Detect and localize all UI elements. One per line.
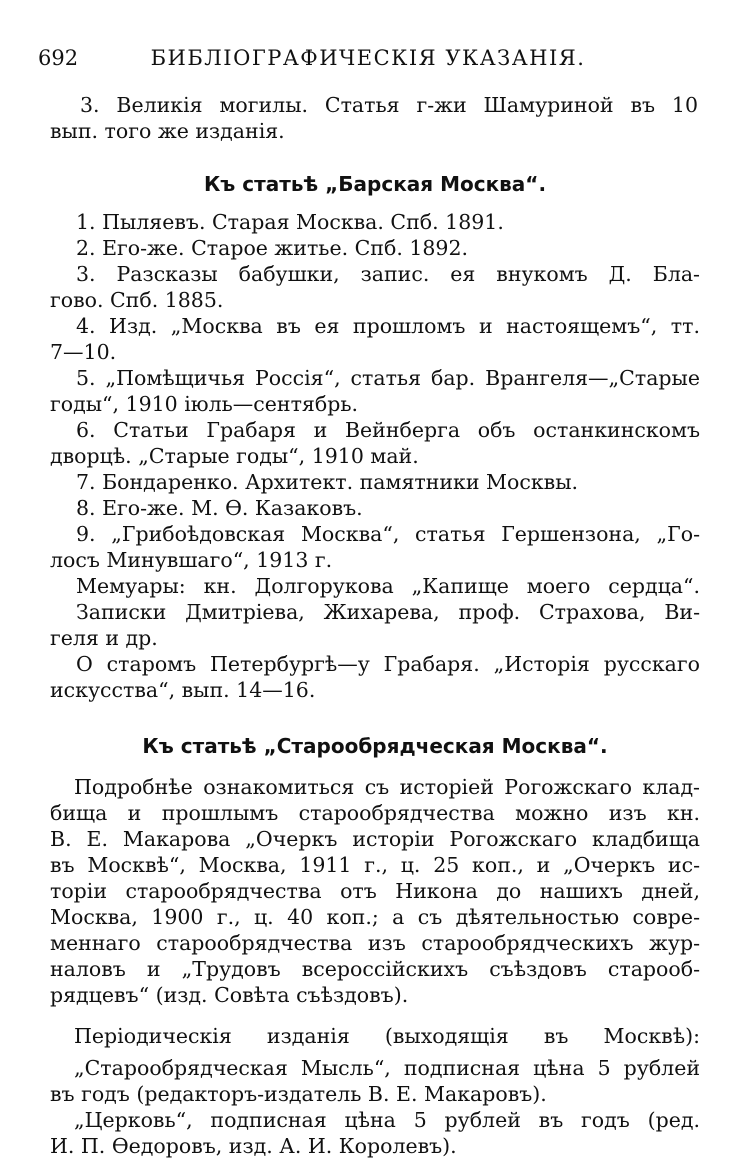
- section-heading-staroobryadcheskaya-moskva: Къ статьѣ „Старообрядческая Москва“.: [142, 734, 608, 758]
- paragraph-line: бища и прошлымъ старообрядчества можно изъ кн.: [50, 801, 700, 825]
- paragraph-line: рядцевъ“ (изд. Совѣта съѣздовъ).: [50, 983, 409, 1007]
- page-header: [38, 46, 698, 78]
- page-number: 692: [38, 46, 79, 70]
- periodical-entry-continued: въ годъ (редакторъ-издатель В. Е. Макаровъ).: [50, 1082, 547, 1106]
- list-item: Записки Дмитріева, Жихарева, проф. Страхова, Ви-: [76, 600, 700, 624]
- paragraph-line: торіи старообрядчества отъ Никона до нашихъ дней,: [50, 879, 700, 903]
- paragraph-line: В. Е. Макарова „Очеркъ исторіи Рогожскаго кладбища: [50, 827, 700, 851]
- list-item: 1. Пыляевъ. Старая Москва. Спб. 1891.: [76, 210, 504, 234]
- paragraph-line: Москва, 1900 г., ц. 40 коп.; а съ дѣятельностью совре-: [50, 905, 700, 929]
- text-line: дворцѣ. „Старые годы“, 1910 май.: [50, 444, 419, 468]
- periodicals-heading: Періодическія изданія (выходящія въ Москвѣ):: [74, 1024, 700, 1048]
- text-line: вып. того же изданія.: [50, 119, 285, 143]
- paragraph-line: наловъ и „Трудовъ всероссійскихъ съѣздовъ старооб-: [50, 957, 700, 981]
- text-line: 7—10.: [50, 340, 117, 364]
- list-item: 2. Его-же. Старое житье. Спб. 1892.: [76, 236, 469, 260]
- list-item: 6. Статьи Грабаря и Вейнберга объ останкинскомъ: [76, 418, 700, 442]
- text-line: геля и др.: [50, 626, 158, 650]
- text-line: искусства“, вып. 14—16.: [50, 678, 316, 702]
- list-item: 9. „Грибоѣдовская Москва“, статья Гершензона, „Го-: [76, 522, 700, 546]
- paragraph-line: въ Москвѣ“, Москва, 1911 г., ц. 25 коп., и „Очеркъ ис-: [50, 853, 700, 877]
- periodical-entry: „Церковь“, подписная цѣна 5 рублей въ годъ (ред.: [74, 1108, 700, 1132]
- list-item: Мемуары: кн. Долгорукова „Капище моего сердца“.: [76, 574, 700, 598]
- list-item: 3. Разсказы бабушки, запис. ея внукомъ Д. Бла-: [76, 262, 700, 286]
- text-line: гово. Спб. 1885.: [50, 288, 224, 312]
- paragraph-line: Подробнѣе ознакомиться съ исторіей Рогожскаго клад-: [74, 775, 700, 799]
- text-line: 3. Великія могилы. Статья г-жи Шамуриной въ 10: [80, 93, 698, 117]
- paragraph-line: меннаго старообрядчества изъ старообрядческихъ жур-: [50, 931, 700, 955]
- section-heading-barskaya-moskva: Къ статьѣ „Барская Москва“.: [203, 172, 547, 196]
- running-title: БИБЛІОГРАФИЧЕСКІЯ УКАЗАНІЯ.: [150, 46, 586, 70]
- list-item: О старомъ Петербургѣ—у Грабаря. „Исторія русскаго: [76, 652, 700, 676]
- list-item: 5. „Помѣщичья Россія“, статья бар. Врангеля—„Старые: [76, 366, 700, 390]
- list-item: 7. Бондаренко. Архитект. памятники Москвы.: [76, 470, 579, 494]
- list-item: 4. Изд. „Москва въ ея прошломъ и настоящемъ“, тт.: [76, 314, 700, 338]
- periodical-entry: „Старообрядческая Мысль“, подписная цѣна 5 рублей: [74, 1056, 700, 1080]
- text-line: годы“, 1910 іюль—сентябрь.: [50, 392, 359, 416]
- list-item: 8. Его-же. М. Ѳ. Казаковъ.: [76, 496, 363, 520]
- periodical-entry-continued: И. П. Ѳедоровъ, изд. А. И. Королевъ).: [50, 1134, 457, 1158]
- text-line: лосъ Минувшаго“, 1913 г.: [50, 548, 333, 572]
